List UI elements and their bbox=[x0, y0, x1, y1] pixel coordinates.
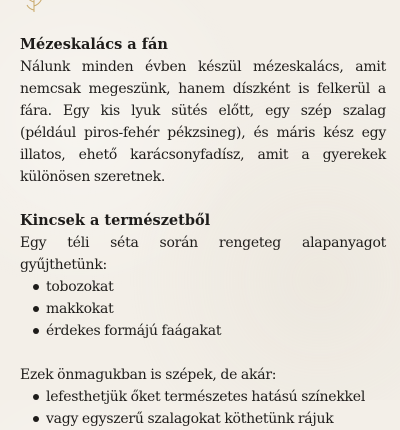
leaf-sprig-icon bbox=[20, 0, 48, 24]
section-title-nature: Kincsek a természetből bbox=[20, 212, 211, 229]
list-item: makkokat bbox=[20, 298, 386, 320]
gingerbread-paragraph: Nálunk minden évben készül mézeskalács, amit nemcsak megeszünk, hanem díszként is felkerül a fára. Egy kis lyuk sütés előtt, egy szép szalag (például piros-fehér pékzsineg), és máris kész egy illatos, ehető karácsonyfadísz, amit a gyerekek különösen szeretnek. bbox=[20, 59, 386, 185]
list-item: lefesthetjük őket természetes hatású színekkel bbox=[20, 386, 386, 408]
section-spacer bbox=[20, 188, 386, 210]
nature-outro: Ezek önmagukban is szépek, de akár: bbox=[20, 367, 277, 383]
nature-list bbox=[20, 276, 386, 342]
decoration-list bbox=[20, 386, 386, 430]
list-item: érdekes formájú faágakat bbox=[20, 320, 386, 342]
paragraph-spacer bbox=[20, 342, 386, 364]
article bbox=[20, 34, 386, 430]
list-item: vagy egyszerű szalagokat köthetünk rájuk bbox=[20, 408, 386, 430]
list-item: tobozokat bbox=[20, 276, 386, 298]
section-title-gingerbread: Mézeskalács a fán bbox=[20, 36, 168, 53]
nature-intro: Egy téli séta során rengeteg alapanyagot gyűjthetünk: bbox=[20, 235, 386, 273]
